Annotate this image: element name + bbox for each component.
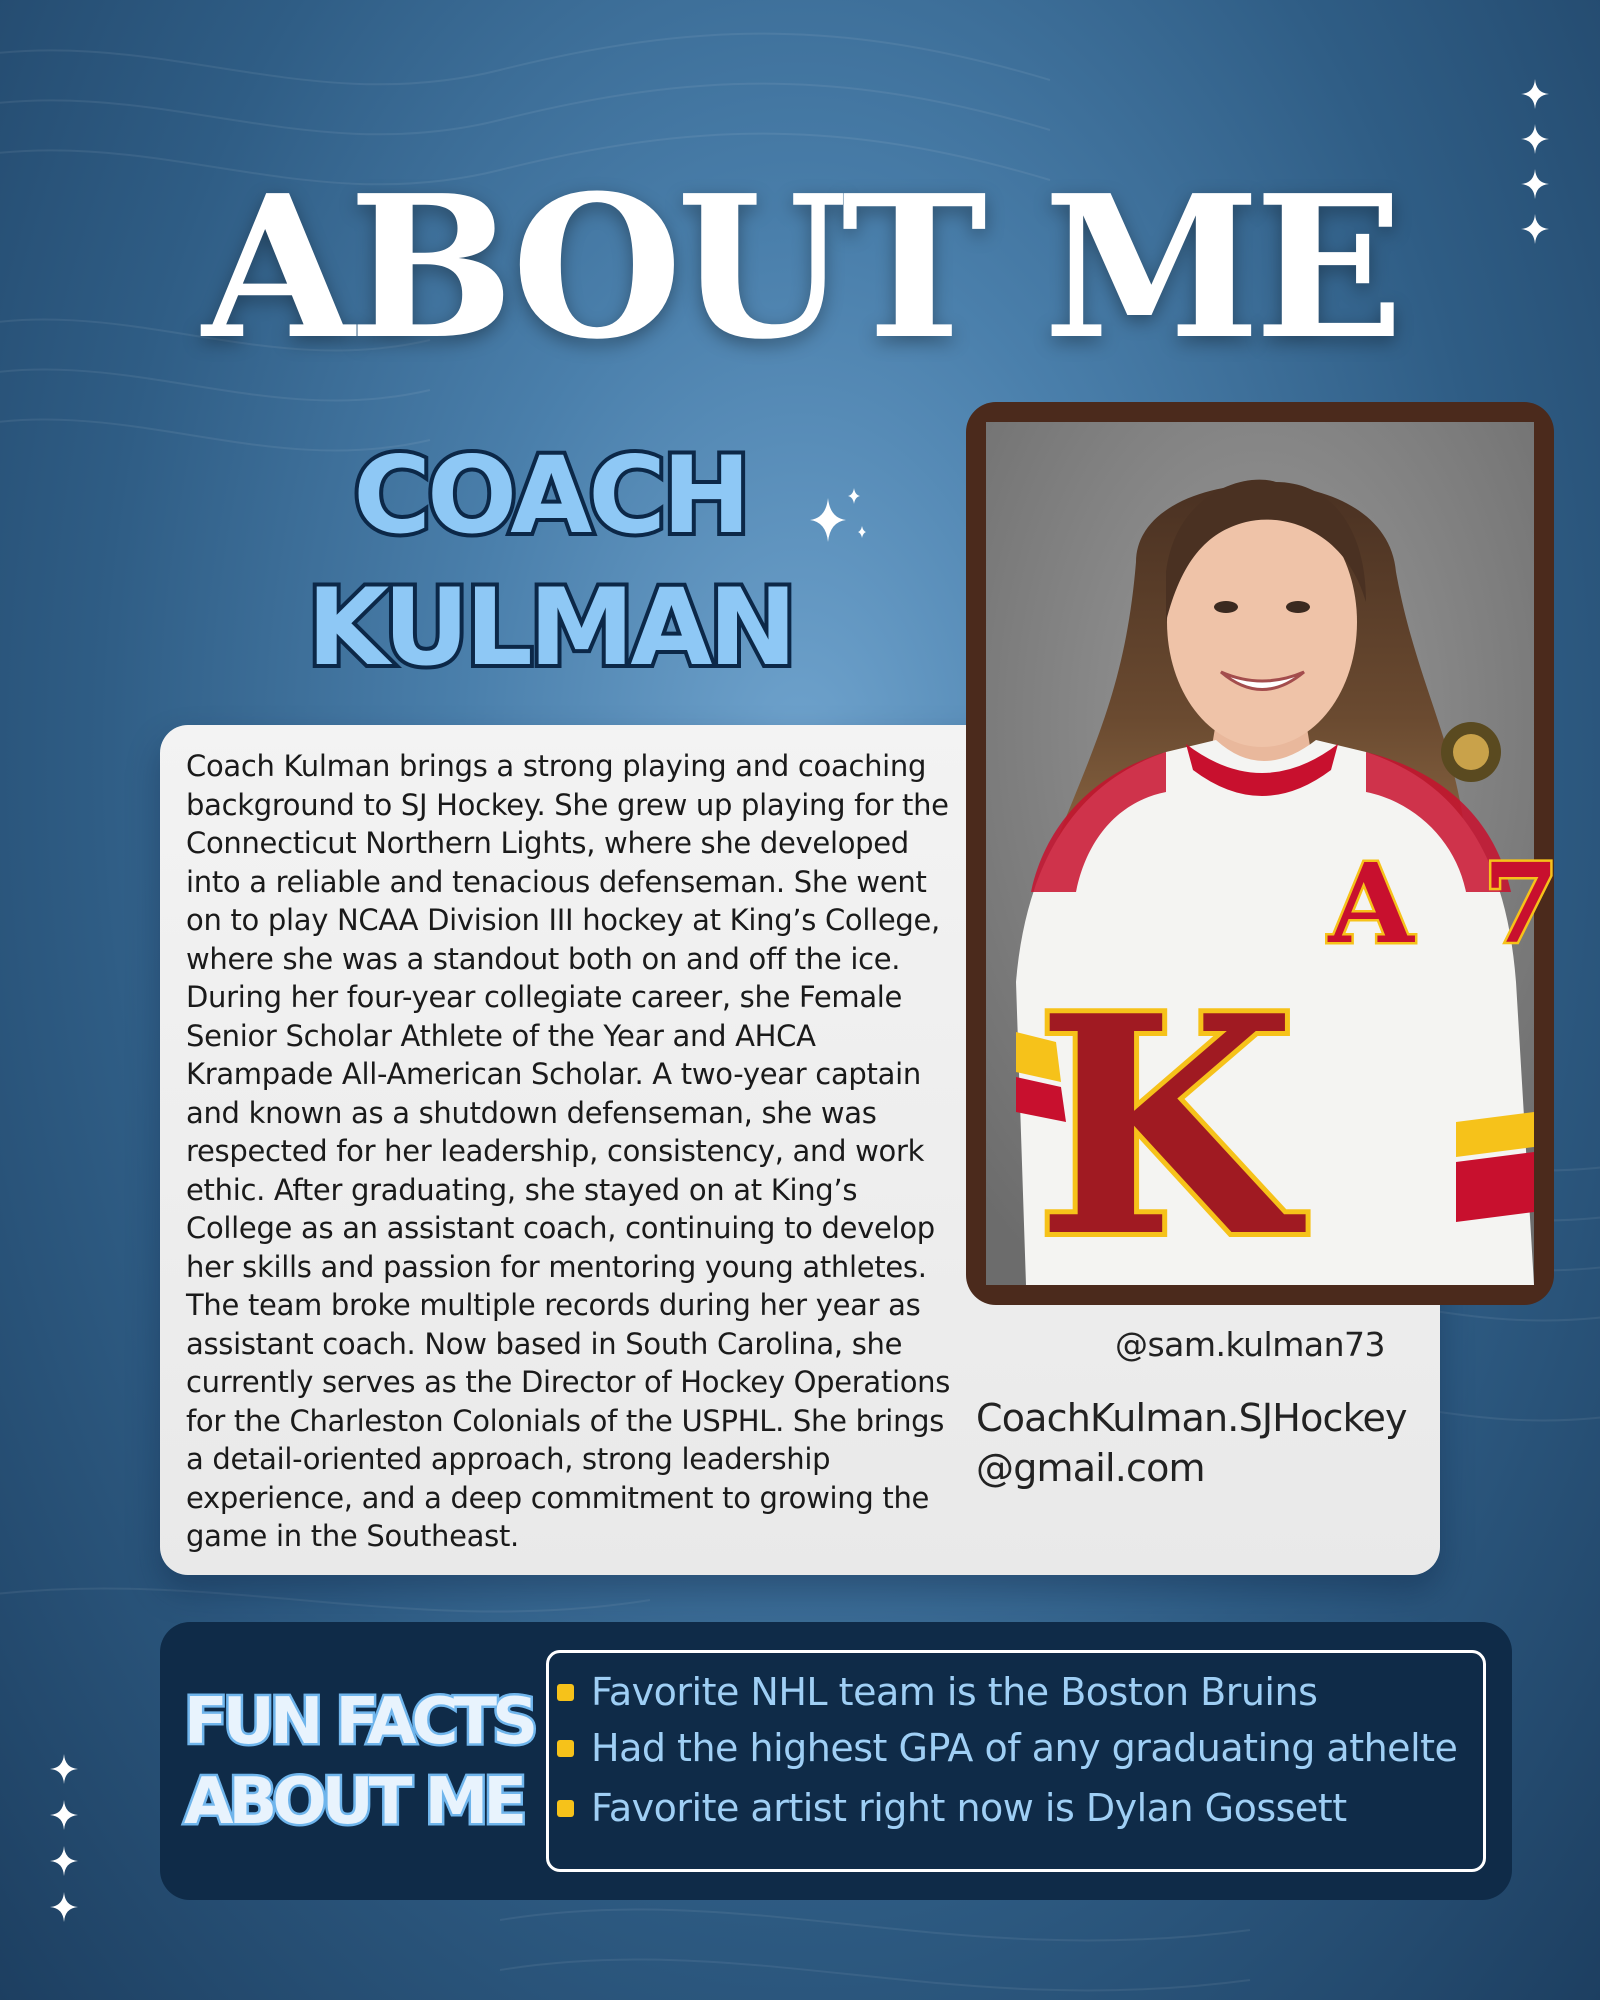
page-title: ABOUT ME xyxy=(202,153,1398,383)
fun-facts-list xyxy=(546,1650,1486,1872)
email-address: CoachKulman.SJHockey @gmail.com xyxy=(976,1396,1407,1490)
bio-text: Coach Kulman brings a strong playing and coaching background to SJ Hockey. She grew up playing for the Connecticut Northern Lights, where she developed into a reliable and tenacious defenseman. She went on to play NCAA Division III hockey at King’s College, where she was a standout both on and off the ice. During her four-year collegiate career, she Female Senior Scholar Athlete of the Year and AHCA Krampade All-American Scholar. A two-year captain and known as a shutdown defenseman, she was respected for her leadership, consistency, and work ethic. After graduating, she stayed on at King’s College as an assistant coach, continuing to develop her skills and passion for mentoring young athletes. The team broke multiple records during her year as assistant coach. Now based in South Carolina, she currently serves as the Director of Hockey Operations for the Charleston Colonials of the USPHL. She brings a detail-oriented approach, strong leadership experience, and a deep commitment to growing the game in the Southeast. xyxy=(186,749,951,1553)
sparkle-icon xyxy=(42,1750,86,1926)
coach-name-heading: COACH KULMAN xyxy=(306,434,794,689)
jersey-number: 7 xyxy=(1482,839,1560,968)
bullet-icon xyxy=(557,1800,574,1817)
sparkle-icon xyxy=(1513,75,1557,245)
jersey-captain-letter: A xyxy=(1328,839,1414,968)
coach-photo xyxy=(986,422,1560,1303)
social-handle: @sam.kulman73 xyxy=(1114,1325,1385,1364)
fact-text: Favorite artist right now is Dylan Gossett xyxy=(591,1786,1347,1830)
bullet-icon xyxy=(557,1684,574,1701)
fun-facts-title: FUN FACTS ABOUT ME xyxy=(184,1685,534,1839)
fun-facts-panel xyxy=(160,1622,1512,1900)
list-item xyxy=(557,1783,1347,1833)
list-item xyxy=(557,1667,1317,1717)
sparkle-icon xyxy=(796,486,876,556)
photo-frame xyxy=(966,402,1560,1305)
list-item xyxy=(557,1723,1457,1773)
fact-text: Favorite NHL team is the Boston Bruins xyxy=(591,1670,1318,1714)
fact-text: Had the highest GPA of any graduating athelte xyxy=(591,1726,1458,1770)
jersey-letter: K xyxy=(1035,950,1297,1303)
bullet-icon xyxy=(557,1740,574,1757)
